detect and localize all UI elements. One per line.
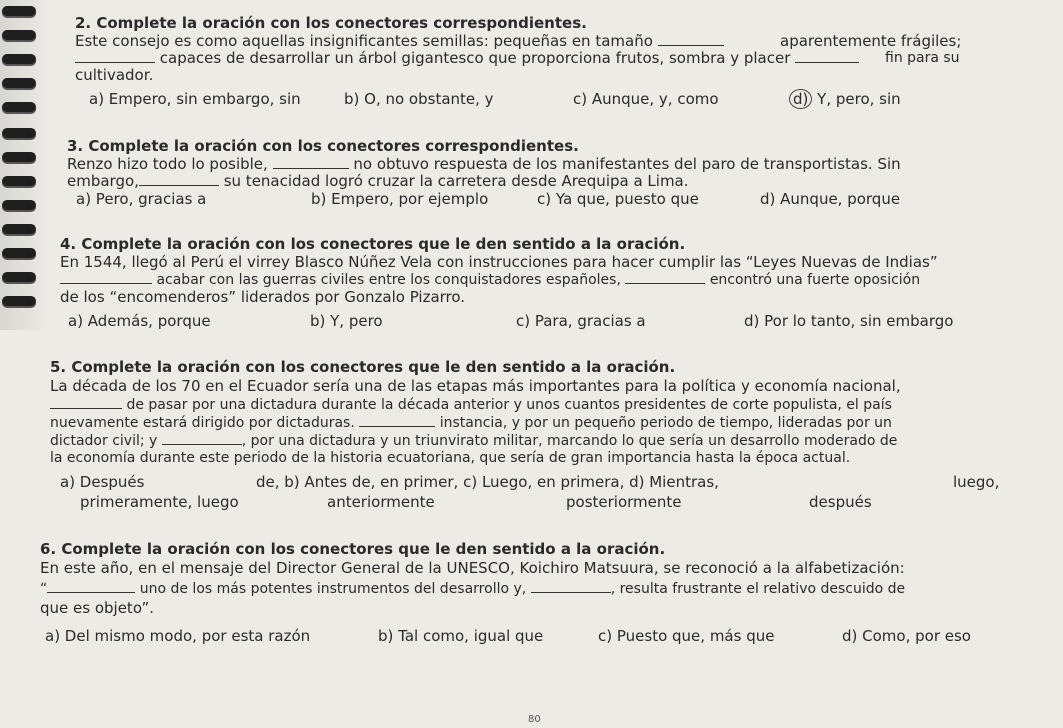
answer-blank[interactable] xyxy=(75,49,155,63)
binding-ring xyxy=(2,200,36,210)
binding-ring xyxy=(2,30,36,40)
option-a[interactable]: a) Además, porque xyxy=(68,312,211,330)
question-3-text: Renzo hizo todo lo posible, no obtuvo respuesta de los manifestantes del paro de transportistas. Sin xyxy=(67,155,901,173)
binding-ring xyxy=(2,6,36,16)
option-d[interactable]: d) Por lo tanto, sin embargo xyxy=(744,312,954,330)
option-d[interactable]: d) Aunque, porque xyxy=(760,190,901,208)
option-a[interactable]: a) Después xyxy=(60,473,145,491)
option-b-cont[interactable]: anteriormente xyxy=(327,493,435,511)
question-4-text: de los “encomenderos” liderados por Gonzalo Pizarro. xyxy=(60,288,466,306)
question-2-text: aparentemente frágiles; xyxy=(780,32,962,50)
question-4-title: 4. Complete la oración con los conectores que le den sentido a la oración. xyxy=(60,235,686,253)
question-3-title: 3. Complete la oración con los conectores correspondientes. xyxy=(67,137,579,155)
question-5-text: de pasar por una dictadura durante la década anterior y unos cuantos presidentes de corte populista, el país xyxy=(50,395,892,414)
answer-blank[interactable] xyxy=(359,413,435,427)
question-6-title: 6. Complete la oración con los conectores que le den sentido a la oración. xyxy=(40,540,666,558)
question-5-text: dictador civil; y , por una dictadura y un triunvirato militar, marcando lo que sería un desarrollo moderado de xyxy=(50,433,898,449)
option-d-cont[interactable]: luego, xyxy=(953,473,1000,491)
question-3-text: embargo, su tenacidad logró cruzar la carretera desde Arequipa a Lima. xyxy=(67,172,689,190)
page-number: 80 xyxy=(528,714,541,725)
answer-blank[interactable] xyxy=(50,395,122,409)
option-c[interactable]: c) Ya que, puesto que xyxy=(537,190,699,208)
option-c-cont[interactable]: posteriormente xyxy=(566,493,682,511)
answer-blank[interactable] xyxy=(139,172,219,186)
binding-ring xyxy=(2,102,36,112)
binding-ring xyxy=(2,176,36,186)
binding-ring xyxy=(2,224,36,234)
answer-blank[interactable] xyxy=(273,155,349,169)
question-6-text: En este año, en el mensaje del Director General de la UNESCO, Koichiro Matsuura, se reconoció a la alfabetización: xyxy=(40,559,905,577)
option-b[interactable]: b) Tal como, igual que xyxy=(378,627,544,645)
question-5-title: 5. Complete la oración con los conectores que le den sentido a la oración. xyxy=(50,358,676,376)
answer-blank[interactable] xyxy=(47,579,135,593)
question-2-text: capaces de desarrollar un árbol gigantesco que proporciona frutos, sombra y placer xyxy=(75,49,859,67)
answer-blank[interactable] xyxy=(625,270,705,284)
question-2-text: fin para su xyxy=(885,50,960,66)
question-2-text: cultivador. xyxy=(75,66,154,84)
option-b[interactable]: b) Y, pero xyxy=(310,312,383,330)
answer-blank[interactable] xyxy=(658,32,724,46)
binding-ring xyxy=(2,248,36,258)
option-d[interactable]: d) Y, pero, sin xyxy=(789,89,901,109)
binding-ring xyxy=(2,54,36,64)
option-d-last[interactable]: después xyxy=(809,493,872,511)
question-5-text: La década de los 70 en el Ecuador sería una de las etapas más importantes para la política y economía nacional, xyxy=(50,377,901,395)
binding-ring xyxy=(2,78,36,88)
option-b[interactable]: b) O, no obstante, y xyxy=(344,90,494,108)
answer-blank[interactable] xyxy=(162,431,242,445)
binding-ring xyxy=(2,152,36,162)
binding-ring xyxy=(2,272,36,282)
option-a[interactable]: a) Pero, gracias a xyxy=(76,190,207,208)
question-6-text: “ uno de los más potentes instrumentos del desarrollo y, , resulta frustrante el relativo descuido de xyxy=(40,581,906,597)
option-a[interactable]: a) Empero, sin embargo, sin xyxy=(89,90,301,108)
option-b[interactable]: b) Empero, por ejemplo xyxy=(311,190,489,208)
option-a[interactable]: a) Del mismo modo, por esta razón xyxy=(45,627,311,645)
binding-ring xyxy=(2,128,36,138)
question-2-text: Este consejo es como aquellas insignificantes semillas: pequeñas en tamaño xyxy=(75,32,724,50)
answer-blank[interactable] xyxy=(531,579,611,593)
selected-answer-mark: d) xyxy=(789,89,812,109)
question-2-title: 2. Complete la oración con los conectores correspondientes. xyxy=(75,14,587,32)
option-c[interactable]: c) Puesto que, más que xyxy=(598,627,775,645)
binding-ring xyxy=(2,296,36,306)
question-5-text: la economía durante este periodo de la historia ecuatoriana, que sería de gran importancia hasta la época actual. xyxy=(50,450,851,466)
question-5-text: nuevamente estará dirigido por dictaduras. instancia, y por un pequeño periodo de tiempo, lideradas por un xyxy=(50,415,892,431)
answer-blank[interactable] xyxy=(60,270,152,284)
option-c[interactable]: c) Aunque, y, como xyxy=(573,90,719,108)
option-d[interactable]: d) Como, por eso xyxy=(842,627,971,645)
option-a-cont[interactable]: primeramente, luego xyxy=(80,493,239,511)
options-b-c-d[interactable]: de, b) Antes de, en primer, c) Luego, en primera, d) Mientras, xyxy=(256,473,719,491)
answer-blank[interactable] xyxy=(795,49,859,63)
question-4-text: acabar con las guerras civiles entre los conquistadores españoles, encontró una fuerte oposición xyxy=(60,270,920,289)
question-4-text: En 1544, llegó al Perú el virrey Blasco Núñez Vela con instrucciones para hacer cumplir las “Leyes Nuevas de Indias” xyxy=(60,253,938,271)
option-c[interactable]: c) Para, gracias a xyxy=(516,312,646,330)
spiral-binding xyxy=(0,0,52,330)
question-6-text: que es objeto”. xyxy=(40,599,154,617)
